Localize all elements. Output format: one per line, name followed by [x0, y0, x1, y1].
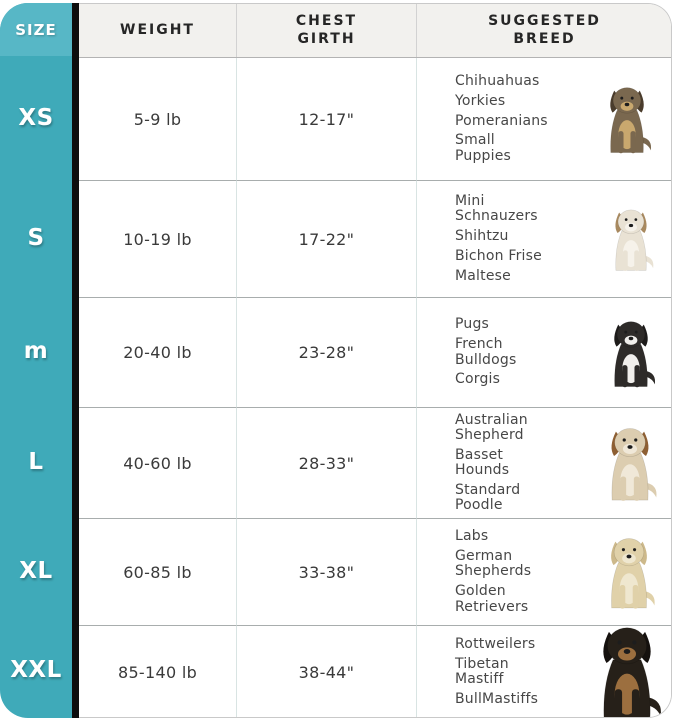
chest-girth-cell: 38-44" — [237, 626, 417, 718]
weight-cell: 5-9 lb — [79, 58, 237, 181]
weight-cell: 40-60 lb — [79, 408, 237, 519]
table-row-s — [79, 181, 671, 298]
size-label-l: L — [28, 448, 44, 475]
chest-girth-cell: 12-17" — [237, 58, 417, 181]
chest-girth-cell: 28-33" — [237, 408, 417, 519]
breed-list: Labs German Shepherds Golden Retrievers — [455, 528, 532, 615]
breed-list: Chihuahuas Yorkies Pomeranians Small Puppies — [455, 72, 548, 164]
header-suggested-breed: SUGGESTED BREED — [488, 13, 601, 47]
size-column-header — [0, 3, 72, 56]
breed-list: Mini Schnauzers Shihtzu Bichon Frise Maltese — [455, 192, 542, 284]
breed-cell — [417, 298, 672, 408]
table-row-xs — [79, 58, 671, 181]
weight-cell: 85-140 lb — [79, 626, 237, 718]
breed-list: Australian Shepherd Basset Hounds Standard Poodle — [455, 411, 528, 514]
size-label-m: m — [23, 338, 49, 364]
size-chart-table — [79, 3, 672, 718]
breed-cell — [417, 408, 672, 519]
column-divider-strip — [72, 3, 79, 718]
breed-cell — [417, 519, 672, 626]
table-row-xl — [79, 519, 671, 626]
dog-photo-boston-terrier — [602, 315, 660, 390]
weight-cell: 20-40 lb — [79, 298, 237, 408]
table-row-m — [79, 298, 671, 408]
size-header-label: SIZE — [15, 20, 57, 39]
dog-photo-yellow-labrador — [598, 532, 660, 613]
table-row-xxl — [79, 626, 671, 718]
dog-photo-tibetan-mastiff — [586, 619, 668, 718]
header-chest-girth: CHEST GIRTH — [237, 4, 417, 57]
weight-cell: 60-85 lb — [79, 519, 237, 626]
breed-list: Pugs French Bulldogs Corgis — [455, 316, 517, 388]
size-label-xxl: XXL — [10, 657, 62, 683]
dog-photo-shih-tzu — [604, 204, 658, 274]
size-column — [0, 3, 72, 718]
breed-cell — [417, 58, 672, 181]
dog-photo-yorkshire-terrier — [598, 81, 656, 156]
chest-girth-cell: 33-38" — [237, 519, 417, 626]
breed-cell — [417, 626, 672, 718]
breed-list: Rottweilers Tibetan Mastiff BullMastiffs — [455, 635, 539, 707]
size-label-xl: XL — [19, 557, 53, 584]
size-label-xs: XS — [18, 104, 54, 131]
chest-girth-cell: 23-28" — [237, 298, 417, 408]
breed-cell — [417, 181, 672, 298]
dog-photo-basset-hound — [598, 422, 662, 505]
table-row-l — [79, 408, 671, 519]
weight-cell: 10-19 lb — [79, 181, 237, 298]
chest-girth-cell: 17-22" — [237, 181, 417, 298]
table-header-row — [79, 4, 671, 58]
size-label-s: S — [27, 224, 45, 251]
header-weight: WEIGHT — [79, 4, 237, 57]
